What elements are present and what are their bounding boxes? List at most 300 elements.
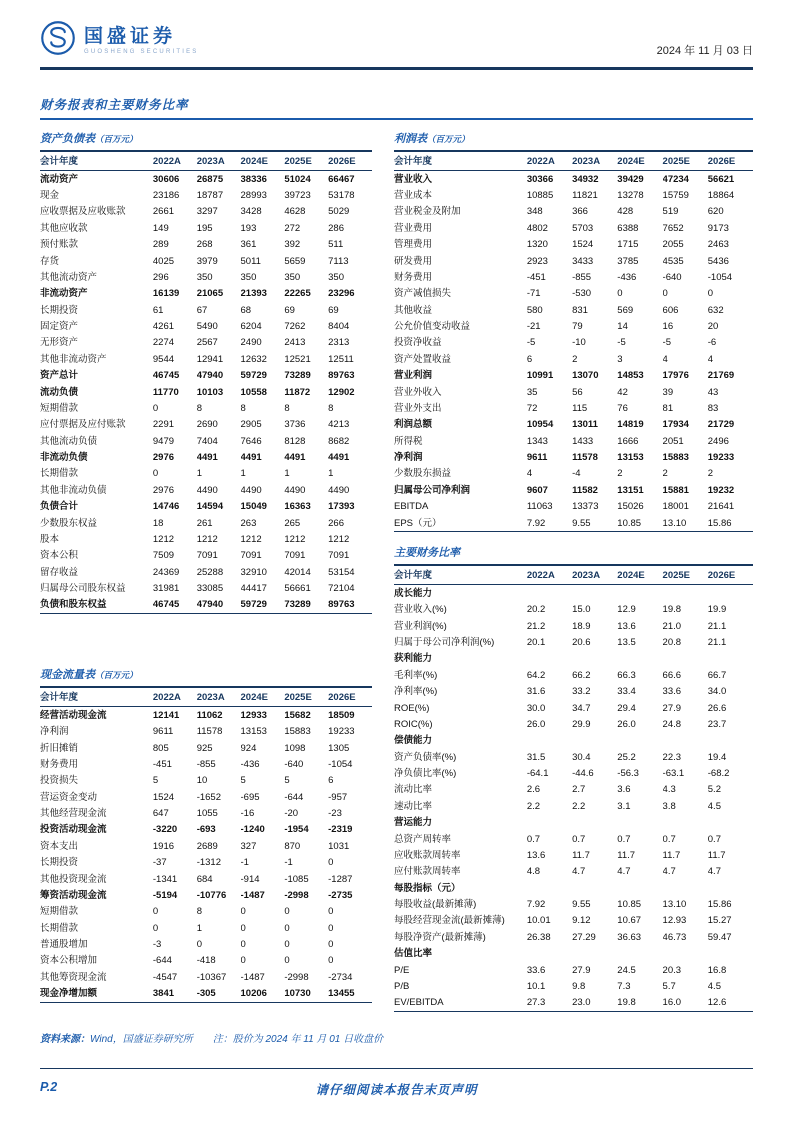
cell-value: -1652 [196,791,221,803]
cell-value: 30606 [152,173,180,185]
cell-value: 10.67 [617,915,642,927]
cell-value: 34932 [572,173,599,185]
cell-value: 19233 [328,726,355,738]
cell-value: 0 [707,288,714,300]
cell-value: 59.47 [707,931,732,943]
cell-value: 67 [196,304,208,316]
table-row [394,651,753,667]
cell-value: 8682 [328,435,350,447]
cell-value: -3 [152,939,162,951]
col-header-year: 2023A [572,569,601,581]
table-row [40,466,372,482]
cell-value [617,585,662,602]
cell-value: 2976 [152,452,175,464]
row-label: 营业外支出 [394,402,442,414]
row-label: 资产总计 [40,370,79,382]
cell-value: 2 [572,353,578,365]
cell-value: 30366 [526,173,554,185]
cell-value: 7.92 [526,517,546,529]
col-header-year: 2026E [328,155,356,167]
cell-value: 8 [328,402,334,414]
cell-value [708,585,753,602]
cell-value: 29.9 [572,718,591,730]
cell-value: 21065 [196,288,224,300]
cell-value: -305 [196,988,216,1000]
cell-value: 268 [196,239,213,251]
cell-value: 5 [240,775,246,787]
cell-value: 4491 [284,452,306,464]
row-label: 经营活动现金流 [40,709,107,721]
footer-row [40,1080,753,1098]
col-header-label: 会计年度 [394,155,433,167]
cell-value: 392 [284,239,301,251]
cell-value: 2463 [707,239,729,251]
col-header-label: 会计年度 [40,155,79,167]
cell-value: 5490 [196,321,218,333]
cell-value: -20 [284,808,299,820]
cell-value: 0.7 [526,833,541,845]
source-text: Wind，国盛证券研究所 注：股价为 2024 年 11 月 01 日收盘价 [90,1034,384,1045]
cell-value: -10776 [196,889,227,901]
cell-value: 0 [240,955,246,967]
cell-value: 66467 [328,173,355,185]
cell-value: 20 [707,321,719,333]
table-row [394,515,753,532]
cell-value: 4 [662,353,668,365]
row-label: 净利润 [394,452,423,464]
cell-value: 12.6 [707,997,727,1009]
cell-value: 11821 [572,190,598,202]
cell-value: 149 [152,222,169,234]
cell-value: 1524 [572,239,594,251]
cell-value: -1312 [196,857,221,869]
brand-logo-icon [40,20,76,61]
cell-value: 42 [617,386,628,398]
table-row [40,253,372,269]
table-row [394,700,753,716]
cell-value: -3220 [152,824,178,836]
header-rule [40,67,753,70]
col-header-year: 2026E [707,155,736,167]
cell-value: 3841 [152,988,175,1000]
cell-value [572,815,617,831]
cell-value: 13455 [328,988,355,1000]
table-row [40,773,372,789]
cell-value: 7113 [328,255,349,267]
cell-value: -1287 [328,873,353,885]
cell-value: -1341 [152,873,178,885]
cell-value: 1305 [328,742,350,754]
row-label: 其他非流动负债 [40,484,107,496]
cell-value: -1487 [240,889,265,901]
cell-value: 19.9 [707,604,727,616]
row-label: 归属母公司净利润 [394,484,471,496]
cell-value: 25.2 [617,751,636,763]
cell-value [663,880,708,896]
cell-value: 16139 [152,288,180,300]
cell-value [708,733,753,749]
cell-value: 5011 [240,255,261,267]
table-row [394,351,753,367]
cell-value: 27.29 [572,931,596,943]
table-row [394,482,753,498]
cell-value: 3.1 [617,800,631,812]
row-label: 折旧摊销 [40,742,79,754]
table-row [394,995,753,1012]
table-row [40,499,372,515]
row-label: 每股净资产(最新摊薄) [394,931,486,943]
cell-value: 59729 [240,370,267,382]
balance-sheet-table [40,130,372,614]
cell-value: 2567 [196,337,218,349]
table-header-row [394,565,753,585]
cell-value [708,946,753,962]
row-label: 营业利润(%) [394,620,447,632]
cell-value: 21769 [707,370,735,382]
cell-value: 4628 [284,206,306,218]
cell-value: 9607 [526,484,548,496]
table-row [40,580,372,596]
table-row [40,887,372,903]
cell-value: 620 [707,206,724,218]
cell-value [527,815,572,831]
cell-value: 21729 [707,419,735,431]
cell-value [663,946,708,962]
cell-value: 19.8 [662,604,682,616]
cell-value: 14746 [152,501,180,513]
row-label: 营业外收入 [394,386,442,398]
cell-value: 2274 [152,337,175,349]
cell-value: 26.6 [707,702,727,714]
table-row [40,953,372,969]
cell-value: -5 [617,337,626,349]
cell-value: 2291 [152,419,175,431]
cell-value: 1055 [196,808,218,820]
cell-value: 925 [196,742,213,754]
cell-value: 33.2 [572,686,591,698]
row-label: 总资产周转率 [394,833,452,845]
cell-value: 9.55 [572,517,591,529]
cell-value: 47940 [196,599,224,611]
cell-value: 56661 [284,583,311,595]
cell-value: 3979 [196,255,218,267]
cell-value: -1240 [240,824,265,836]
cell-value: -644 [152,955,172,967]
cell-value: 11770 [152,386,179,398]
table-row [40,286,372,302]
table-row [40,936,372,952]
cell-value: 31.6 [526,686,546,698]
table-row [40,482,372,498]
row-label: 其他经营现金流 [40,808,107,820]
cell-value: 1212 [328,533,350,545]
cell-value: 79 [572,321,583,333]
cell-value: 20.1 [526,637,546,649]
cell-value: 38336 [240,173,267,185]
row-label: 现金 [40,190,60,202]
table-row [40,515,372,531]
cell-value [572,880,617,896]
table-row [40,237,372,253]
table-row [394,946,753,962]
table-row [40,384,372,400]
cell-value [617,651,662,667]
cell-value: 21.1 [707,620,727,632]
row-label: 无形资产 [40,337,79,349]
cell-value: 5436 [707,255,729,267]
cell-value: 4.7 [617,866,631,878]
cell-value: 18509 [328,709,355,721]
row-label: 流动负债 [40,386,79,398]
row-label: 应收票据及应收账款 [40,206,126,218]
cell-value: 1 [196,922,202,934]
cell-value: 18864 [707,190,735,202]
cell-value: 26.0 [526,718,546,730]
row-label: EPS（元） [394,517,442,529]
cell-value: 3785 [617,255,639,267]
cell-value: -37 [152,857,167,869]
cell-value: 4802 [526,222,548,234]
cell-value: 66.3 [617,669,636,681]
col-header-year: 2022A [526,155,555,167]
cell-value: 15026 [617,501,644,513]
cell-value: 12632 [240,353,267,365]
cell-value: 12.9 [617,604,636,616]
cell-value: 3433 [572,255,594,267]
col-header-year: 2023A [196,155,225,167]
cell-value: 6204 [240,321,262,333]
cell-value: 4.7 [707,866,721,878]
cell-value: 13.10 [662,899,687,911]
row-label: 估值比率 [394,948,433,960]
cell-value: -1054 [328,758,353,770]
table-row [40,335,372,351]
cell-value: -530 [572,288,592,300]
cell-value: -855 [572,271,592,283]
cell-value: 0 [240,922,246,934]
table-row [394,602,753,618]
cell-value: 12521 [284,353,311,365]
cell-value: 1212 [196,533,218,545]
cell-value: 870 [284,840,301,852]
cell-value: 0 [284,906,290,918]
cell-value: -71 [526,288,541,300]
cell-value: 7091 [328,550,350,562]
row-label: EV/EBITDA [394,997,444,1009]
table-row [40,171,372,188]
col-header-year: 2025E [284,155,312,167]
cell-value: 13.10 [662,517,687,529]
cell-value: 805 [152,742,169,754]
cell-value: 16.8 [707,964,727,976]
cell-value: 8404 [328,321,350,333]
table-row [40,871,372,887]
table-row [394,466,753,482]
cell-value: -640 [662,271,682,283]
cell-value: 4535 [662,255,684,267]
row-label: 资产减值损失 [394,288,452,300]
cell-value: 11063 [526,501,553,513]
cell-value: 26.0 [617,718,636,730]
table-title: 现金流量表（百万元） [40,669,138,682]
cell-value: 0 [328,906,334,918]
right-column [394,130,753,1012]
cell-value: 289 [152,239,169,251]
table-row [40,187,372,203]
cell-value: 327 [240,840,257,852]
cell-value: 3428 [240,206,262,218]
cell-value: 4491 [240,452,262,464]
cell-value: 2313 [328,337,350,349]
row-label: 资本公积 [40,550,79,562]
row-label: 营业税金及附加 [394,206,461,218]
cell-value: 0.7 [617,833,631,845]
row-label: 利润总额 [394,419,433,431]
row-label: 每股指标（元） [394,882,461,894]
cell-value: 632 [707,304,724,316]
cell-value: 1320 [526,239,548,251]
cell-value: 0 [152,922,159,934]
row-label: 长期借款 [40,468,79,480]
cell-value: 272 [284,222,301,234]
table-row [40,318,372,334]
cell-value: -2998 [284,889,309,901]
cell-value: 31981 [152,583,180,595]
row-label: 速动比率 [394,800,433,812]
cell-value: 11578 [196,726,223,738]
cell-value: 13.6 [526,849,546,861]
table-row [394,749,753,765]
cell-value: -644 [284,791,304,803]
table-row [40,368,372,384]
cell-value: 4.7 [572,866,586,878]
cell-value: 32910 [240,566,267,578]
cell-value: 89763 [328,599,355,611]
cell-value: 1715 [617,239,639,251]
cell-value: 10103 [196,386,224,398]
cell-value: 15883 [284,726,311,738]
cell-value: 59729 [240,599,267,611]
cell-value [527,585,572,602]
cell-value: 0 [617,288,623,300]
cell-value: 2.7 [572,784,586,796]
row-label: 资本支出 [40,840,79,852]
cell-value: 66.6 [662,669,682,681]
cell-value: 8 [240,402,246,414]
cell-value: 14853 [617,370,644,382]
cell-value: -436 [240,758,260,770]
cell-value: 350 [328,271,344,283]
cell-value: 0 [328,922,334,934]
cell-value: 3736 [284,419,306,431]
cell-value: 4.5 [707,800,721,812]
cell-value: -44.6 [572,768,594,780]
cell-value: -63.1 [662,768,685,780]
cell-value: 0 [196,939,202,951]
row-label: 归属母公司股东权益 [40,583,126,595]
cell-value: 0 [152,468,159,480]
financial-ratios-table [394,544,753,1012]
financial-table [40,686,372,1003]
cell-value: 2.2 [572,800,586,812]
cell-value: 7652 [662,222,684,234]
cell-value: 266 [328,517,344,529]
cell-value: -1 [284,857,293,869]
cell-value: 2496 [707,435,729,447]
table-row [40,417,372,433]
cell-value: 16 [662,321,674,333]
cell-value: 9173 [707,222,729,234]
cell-value: 8 [284,402,290,414]
cell-value: 4490 [328,484,350,496]
table-row [394,171,753,188]
cell-value: 53154 [328,566,355,578]
row-label: 资产负债率(%) [394,751,457,763]
cell-value: 18787 [196,190,224,202]
cell-value: 1098 [284,742,306,754]
table-row [394,716,753,732]
cell-value: 5.7 [662,980,676,992]
cell-value: 350 [284,271,301,283]
cell-value: 30.4 [572,751,591,763]
cell-value: 4.5 [707,980,721,992]
row-label: 营业费用 [394,222,433,234]
col-header-year: 2025E [284,691,312,703]
row-label: 非流动负债 [40,452,88,464]
table-row [40,986,372,1003]
row-label: 筹资活动现金流 [40,889,107,901]
table-row [394,765,753,781]
cell-value: 0 [152,906,159,918]
cell-value: 7091 [240,550,262,562]
table-row [394,585,753,602]
cell-value: 76 [617,402,628,414]
cell-value: 0 [328,955,334,967]
cell-value: 42014 [284,566,311,578]
cell-value: -436 [617,271,637,283]
row-label: 预付账款 [40,239,79,251]
row-label: 普通股增加 [40,939,88,951]
cell-value [572,651,617,667]
table-row [394,318,753,334]
row-label: 营业利润 [394,370,433,382]
cell-value: 33.4 [617,686,636,698]
col-header-label: 会计年度 [394,569,433,581]
cell-value: 0 [240,939,246,951]
cell-value: 1433 [572,435,594,447]
cell-value: 3 [617,353,623,365]
cell-value: 511 [328,239,344,251]
cell-value: 4491 [196,452,218,464]
footer-rule [40,1068,753,1069]
cell-value: 27.9 [572,964,591,976]
table-row [394,499,753,515]
table-row [394,433,753,449]
cell-value: 15682 [284,709,311,721]
cell-value: 296 [152,271,169,283]
cell-value [663,733,708,749]
cell-value: 29.4 [617,702,636,714]
cell-value: 13011 [572,419,598,431]
row-label: 长期借款 [40,922,79,934]
footer-disclaimer: 请仔细阅读本报告末页声明 [315,1083,478,1097]
cell-value [663,651,708,667]
row-label: 其他收益 [394,304,433,316]
cell-value: 12933 [240,709,267,721]
cell-value: 9544 [152,353,175,365]
cell-value: 9.55 [572,899,591,911]
cell-value: -695 [240,791,260,803]
